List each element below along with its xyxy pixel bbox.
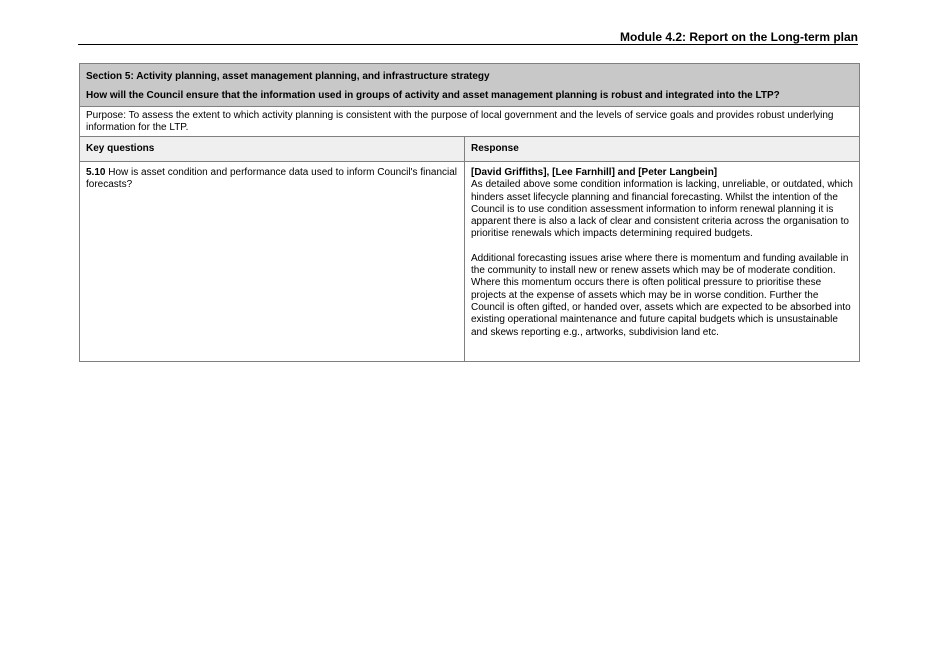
section-row: [80, 64, 860, 107]
question-cell: [80, 162, 465, 362]
question-number: 5.10: [86, 167, 106, 178]
response-paragraph-2: Additional forecasting issues arise where there is momentum and funding available in the community to install new or renew assets which may be of moderate condition. Where this momentum occurs there is often political pressure to prioritise these projects at the expense of assets which may be in worse condition. Further the Council is often gifted, or handed over, assets which are expected to be absorbed into existing operational maintenance and future capital budgets which is unsustainable and skews reporting e.g., artworks, subdivision land etc.: [471, 252, 851, 338]
question-text: How is asset condition and performance data used to inform Council's financial forecasts?: [86, 167, 458, 190]
section-question: How will the Council ensure that the information used in groups of activity and asset management planning is robust and integrated into the LTP?: [86, 90, 780, 101]
response-paragraph-1: As detailed above some condition information is lacking, unreliable, or outdated, which hinders asset lifecycle planning and financial forecasting. Whilst the intention of the Council is to use condition assessment information to inform renewal planning it is apparent there is also a lack of clear and consistent criteria across the organisation to prioritise renewals which impacts determining required budgets.: [471, 179, 853, 240]
section-header-cell: [80, 64, 860, 107]
section-title: Section 5: Activity planning, asset management planning, and infrastructure strategy: [86, 71, 490, 82]
purpose-text: Purpose: To assess the extent to which activity planning is consistent with the purpose of local government and the levels of service goals and provides robust underlying information for the LTP.: [80, 107, 860, 137]
report-table: [79, 63, 860, 362]
column-header-row: [80, 137, 860, 162]
key-questions-header: Key questions: [80, 137, 465, 162]
response-header: Response: [465, 137, 860, 162]
response-authors: [David Griffiths], [Lee Farnhill] and [Peter Langbein]: [471, 167, 718, 178]
page-header: [78, 30, 858, 45]
response-cell: [465, 162, 860, 362]
module-title: Module 4.2: Report on the Long-term plan: [620, 30, 858, 44]
table-row: [80, 162, 860, 362]
purpose-row: [80, 107, 860, 137]
